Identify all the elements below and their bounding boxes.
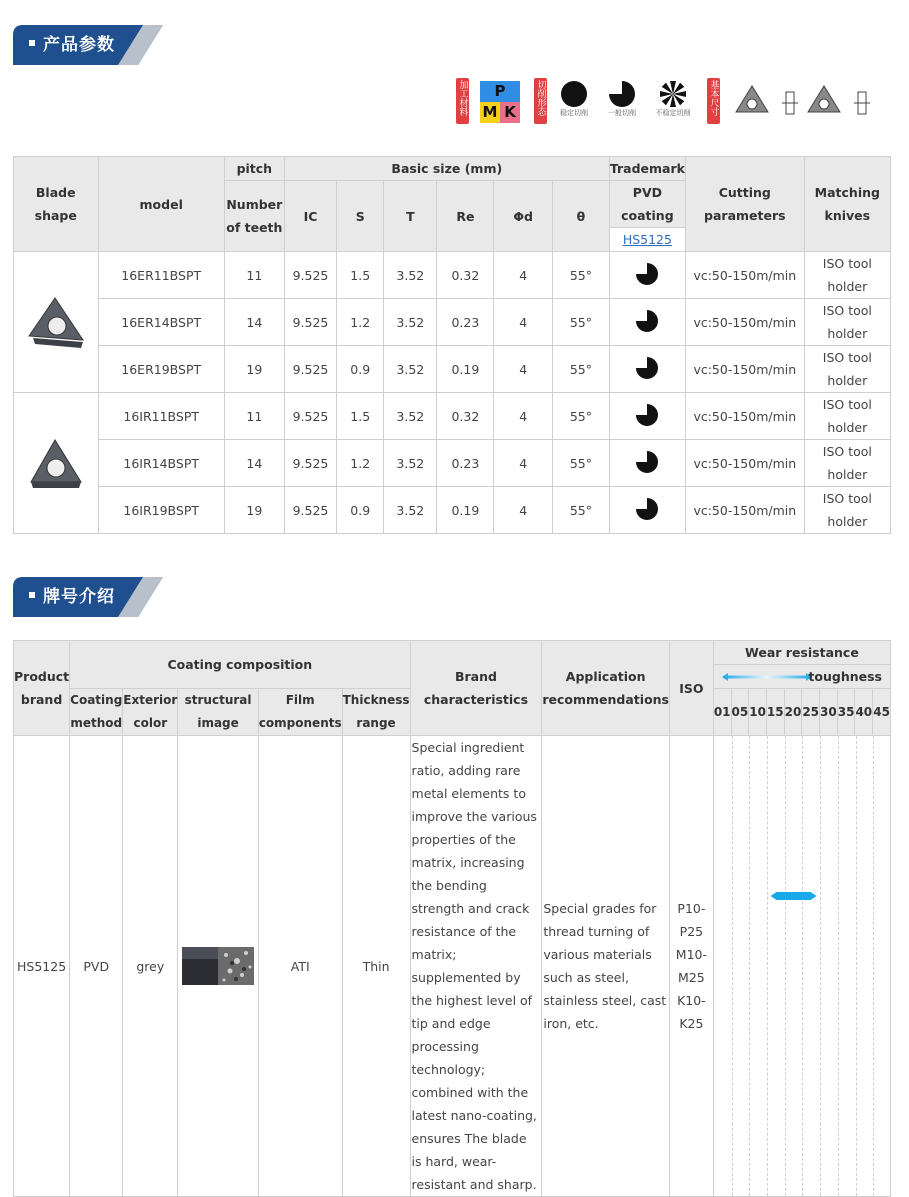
cell-cutting: vc:50-150m/min	[685, 252, 804, 299]
cell-s: 1.5	[337, 393, 384, 440]
general-cut-icon	[635, 309, 659, 333]
material-tag	[456, 78, 469, 124]
cell-brand: HS5125	[14, 736, 70, 1197]
cell-re: 0.23	[437, 440, 494, 487]
cell-cutting: vc:50-150m/min	[685, 346, 804, 393]
grade-range-bar	[771, 892, 817, 900]
cell-t: 3.52	[384, 346, 437, 393]
coating-micrograph-image	[182, 947, 254, 985]
header-wear-resistance: Wear resistance	[713, 641, 890, 665]
table-row	[14, 252, 891, 299]
cell-teeth: 11	[224, 252, 284, 299]
cell-d: 4	[494, 346, 553, 393]
pmk-k: K	[500, 102, 520, 123]
cell-theta: 55°	[553, 440, 610, 487]
cell-t: 3.52	[384, 487, 437, 534]
cell-d: 4	[494, 393, 553, 440]
general-cut-icon	[600, 80, 644, 118]
scale-gridline	[873, 736, 874, 1196]
table-row	[14, 346, 891, 393]
cell-coating	[609, 487, 685, 534]
table-row	[14, 393, 891, 440]
external-thread-insert-icon	[21, 292, 91, 352]
cell-thickness: Thin	[342, 736, 410, 1197]
cell-re: 0.19	[437, 487, 494, 534]
cell-d: 4	[494, 299, 553, 346]
header-trademark: Trademark	[609, 157, 685, 181]
cell-knife: ISO tool holder	[804, 299, 890, 346]
cell-knife: ISO tool holder	[804, 487, 890, 534]
scale-grid	[714, 736, 890, 1196]
cell-teeth: 14	[224, 440, 284, 487]
cell-model: 16IR19BSPT	[98, 487, 224, 534]
cut-form-tag-text: 切削形态	[535, 80, 546, 116]
cell-re: 0.32	[437, 393, 494, 440]
header-coating-composition: Coating composition	[70, 641, 410, 689]
cell-re: 0.19	[437, 346, 494, 393]
header-thickness-range: Thickness range	[342, 689, 410, 736]
scale-gridline	[732, 736, 733, 1196]
cell-coating	[609, 252, 685, 299]
cell-theta: 55°	[553, 252, 610, 299]
product-parameters-table	[13, 156, 891, 534]
table-row	[14, 487, 891, 534]
header-model: model	[98, 157, 224, 252]
cell-cutting: vc:50-150m/min	[685, 440, 804, 487]
scale-gridline	[767, 736, 768, 1196]
scale-gridline	[749, 736, 750, 1196]
general-cut-icon	[635, 497, 659, 521]
cell-s: 1.2	[337, 440, 384, 487]
cell-cutting: vc:50-150m/min	[685, 299, 804, 346]
header-d: Φd	[494, 181, 553, 252]
general-cut-icon	[635, 262, 659, 286]
header-structural-image: structural image	[178, 689, 259, 736]
cell-application: Special grades for thread turning of various materials such as steel, stainless steel, cast iron, etc.	[542, 736, 670, 1197]
header-iso: ISO	[669, 641, 713, 736]
wear-scale-chart	[713, 736, 890, 1197]
header-pitch: pitch	[224, 157, 284, 181]
cell-structural-image	[178, 736, 259, 1197]
header-film-components: Film components	[258, 689, 342, 736]
cell-knife: ISO tool holder	[804, 440, 890, 487]
header-blade-shape: Blade shape	[14, 157, 99, 252]
scale-tick: 35	[837, 689, 855, 736]
cell-iso: P10-P25 M10-M25 K10-K25	[669, 736, 713, 1197]
scale-gridline	[802, 736, 803, 1196]
scale-tick: 40	[855, 689, 873, 736]
cell-coating	[609, 346, 685, 393]
section-header-grade	[13, 577, 163, 617]
scale-gridline	[820, 736, 821, 1196]
header-cutting-parameters: Cutting parameters	[685, 157, 804, 252]
cell-teeth: 11	[224, 393, 284, 440]
pmk-material-icon	[480, 81, 520, 123]
header-coating-method: Coating method	[70, 689, 123, 736]
cell-exterior-color: grey	[123, 736, 178, 1197]
header-application: Application recommendations	[542, 641, 670, 736]
cell-teeth: 19	[224, 487, 284, 534]
cell-t: 3.52	[384, 440, 437, 487]
cell-model: 16ER11BSPT	[98, 252, 224, 299]
cell-theta: 55°	[553, 346, 610, 393]
cell-model: 16ER14BSPT	[98, 299, 224, 346]
cell-s: 0.9	[337, 487, 384, 534]
pmk-p: P	[480, 81, 520, 102]
cell-ic: 9.525	[284, 346, 336, 393]
scale-tick: 05	[731, 689, 749, 736]
header-t: T	[384, 181, 437, 252]
cell-film: ATI	[258, 736, 342, 1197]
cell-knife: ISO tool holder	[804, 346, 890, 393]
header-s: S	[337, 181, 384, 252]
header-pvd-coating: PVD coating	[609, 181, 685, 228]
cell-d: 4	[494, 252, 553, 299]
gradient-arrow-icon	[722, 672, 812, 682]
cell-s: 0.9	[337, 346, 384, 393]
cell-coating	[609, 393, 685, 440]
dimension-drawing-icon	[726, 78, 876, 124]
header-exterior-color: Exterior color	[123, 689, 178, 736]
material-tag-text: 加工材料	[457, 80, 468, 116]
cell-ic: 9.525	[284, 252, 336, 299]
scale-tick: 01	[713, 689, 731, 736]
general-cut-icon	[635, 403, 659, 427]
scale-gridline	[785, 736, 786, 1196]
cell-ic: 9.525	[284, 299, 336, 346]
unstable-cut-label: 不稳定切削	[655, 109, 691, 117]
scale-tick: 15	[766, 689, 784, 736]
internal-insert-image	[14, 393, 99, 534]
property-icon-strip	[456, 78, 886, 124]
scale-tick: 10	[749, 689, 767, 736]
grade-link[interactable]: HS5125	[622, 232, 672, 247]
header-re: Re	[437, 181, 494, 252]
cell-t: 3.52	[384, 299, 437, 346]
table-row	[14, 299, 891, 346]
basic-size-tag	[707, 78, 720, 124]
scale-tick: 20	[784, 689, 802, 736]
cut-form-tag	[534, 78, 547, 124]
basic-size-tag-text: 基本尺寸	[708, 80, 719, 116]
scale-tick: 30	[820, 689, 838, 736]
external-insert-image	[14, 252, 99, 393]
grade-introduction-table	[13, 640, 891, 1197]
cell-s: 1.2	[337, 299, 384, 346]
cell-teeth: 14	[224, 299, 284, 346]
table-row	[14, 736, 891, 1197]
wear-toughness-axis	[713, 665, 890, 689]
cell-ic: 9.525	[284, 440, 336, 487]
general-cut-icon	[635, 356, 659, 380]
cell-coating	[609, 440, 685, 487]
cell-t: 3.52	[384, 252, 437, 299]
header-number-of-teeth: Number of teeth	[224, 181, 284, 252]
stable-cut-icon	[552, 80, 596, 118]
section-title: 产品参数	[43, 35, 115, 55]
cell-ic: 9.525	[284, 393, 336, 440]
general-cut-icon	[635, 450, 659, 474]
cell-cutting: vc:50-150m/min	[685, 393, 804, 440]
section-title: 牌号介绍	[43, 587, 115, 607]
cell-d: 4	[494, 440, 553, 487]
cell-teeth: 19	[224, 346, 284, 393]
scale-gridline	[856, 736, 857, 1196]
header-matching-knives: Matching knives	[804, 157, 890, 252]
stable-cut-label: 稳定切削	[560, 109, 588, 117]
header-theta: θ	[553, 181, 610, 252]
scale-tick: 45	[873, 689, 891, 736]
scale-tick: 25	[802, 689, 820, 736]
general-cut-label: 一般切削	[608, 109, 636, 117]
header-basic-size: Basic size (mm)	[284, 157, 609, 181]
table-row	[14, 440, 891, 487]
header-brand-characteristics: Brand characteristics	[410, 641, 542, 736]
scale-gridline	[838, 736, 839, 1196]
pmk-m: M	[480, 102, 500, 123]
section-header-params	[13, 25, 163, 65]
unstable-cut-icon	[650, 80, 696, 118]
cell-d: 4	[494, 487, 553, 534]
cell-theta: 55°	[553, 487, 610, 534]
internal-thread-insert-icon	[21, 432, 91, 494]
header-ic: IC	[284, 181, 336, 252]
cell-knife: ISO tool holder	[804, 252, 890, 299]
cell-ic: 9.525	[284, 487, 336, 534]
cell-coating-method: PVD	[70, 736, 123, 1197]
cell-re: 0.32	[437, 252, 494, 299]
header-product-brand: Product brand	[14, 641, 70, 736]
cell-knife: ISO tool holder	[804, 393, 890, 440]
cell-s: 1.5	[337, 252, 384, 299]
cell-model: 16IR14BSPT	[98, 440, 224, 487]
toughness-label: toughness	[808, 669, 882, 684]
cell-model: 16IR11BSPT	[98, 393, 224, 440]
cell-t: 3.52	[384, 393, 437, 440]
cell-re: 0.23	[437, 299, 494, 346]
cell-cutting: vc:50-150m/min	[685, 487, 804, 534]
cell-characteristics: Special ingredient ratio, adding rare metal elements to improve the various properties of the matrix, increasing the bending strength and crack resistance of the matrix; supplemented by the highest level of tip and edge processing technology; combined with the latest nano-coating, ensures The blade is hard, wear-resistant and sharp.	[410, 736, 542, 1197]
cell-coating	[609, 299, 685, 346]
cell-theta: 55°	[553, 393, 610, 440]
cell-theta: 55°	[553, 299, 610, 346]
cell-model: 16ER19BSPT	[98, 346, 224, 393]
